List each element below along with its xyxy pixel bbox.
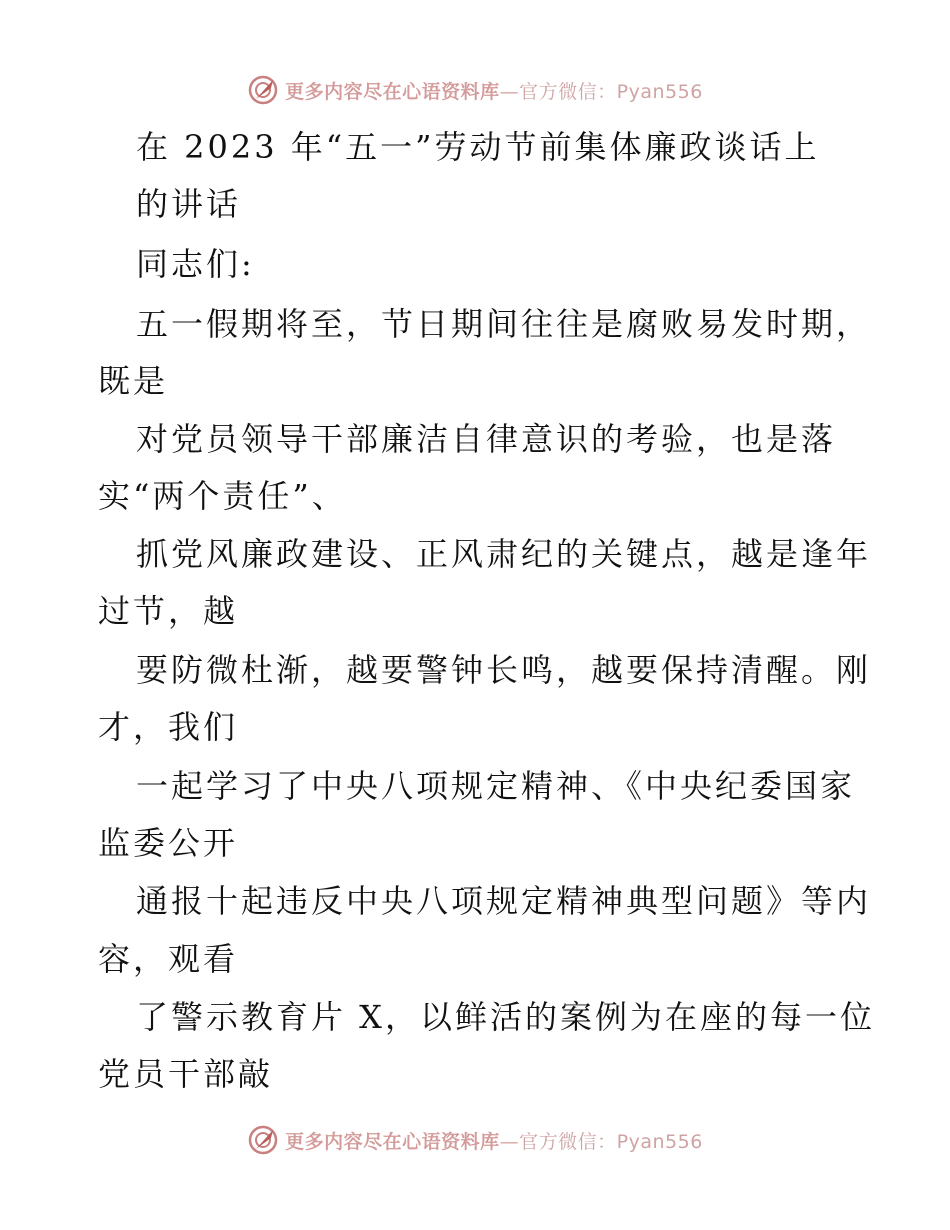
paragraph-line: 容，观看 (98, 940, 239, 978)
paragraph-line: 对党员领导干部廉洁自律意识的考验，也是落 (136, 420, 837, 458)
watermark-separator: — (499, 1130, 520, 1153)
paragraph-line: 才，我们 (98, 708, 239, 746)
paragraph-line: 一起学习了中央八项规定精神、《中央纪委国家 (136, 767, 856, 805)
paragraph-line: 党员干部敲 (98, 1055, 274, 1093)
paragraph-line: 通报十起违反中央八项规定精神典型问题》等内 (136, 882, 872, 920)
document-title-line-1: 在 2023 年“五一”劳动节前集体廉政谈话上 (136, 128, 820, 166)
paragraph-line: 了警示教育片 X，以鲜活的案例为在座的每一位 (136, 998, 875, 1036)
watermark-separator: — (499, 80, 520, 103)
feather-seal-icon (247, 74, 279, 106)
paragraph-line: 抓党风廉政建设、正风肃纪的关键点，越是逢年 (136, 535, 872, 573)
document-title-line-2: 的讲话 (136, 185, 242, 223)
watermark-text (285, 77, 703, 104)
watermark-brand: 更多内容尽在心语资料库 (285, 1130, 500, 1153)
watermark-contact: 官方微信：Pyan556 (519, 1130, 703, 1153)
feather-seal-icon (247, 1124, 279, 1156)
paragraph-line: 要防微杜渐，越要警钟长鸣，越要保持清醒。刚 (136, 651, 872, 689)
watermark-text (285, 1127, 703, 1154)
header-watermark (0, 70, 950, 110)
footer-watermark (0, 1120, 950, 1160)
paragraph-line: 监委公开 (98, 824, 239, 862)
paragraph-line: 实“两个责任”、 (98, 477, 347, 515)
watermark-brand: 更多内容尽在心语资料库 (285, 80, 500, 103)
paragraph-line: 既是 (98, 362, 169, 400)
paragraph-line: 五一假期将至，节日期间往往是腐败易发时期， (136, 305, 872, 343)
paragraph-line: 过节，越 (98, 592, 239, 630)
watermark-contact: 官方微信：Pyan556 (519, 80, 703, 103)
salutation: 同志们: (136, 245, 255, 283)
